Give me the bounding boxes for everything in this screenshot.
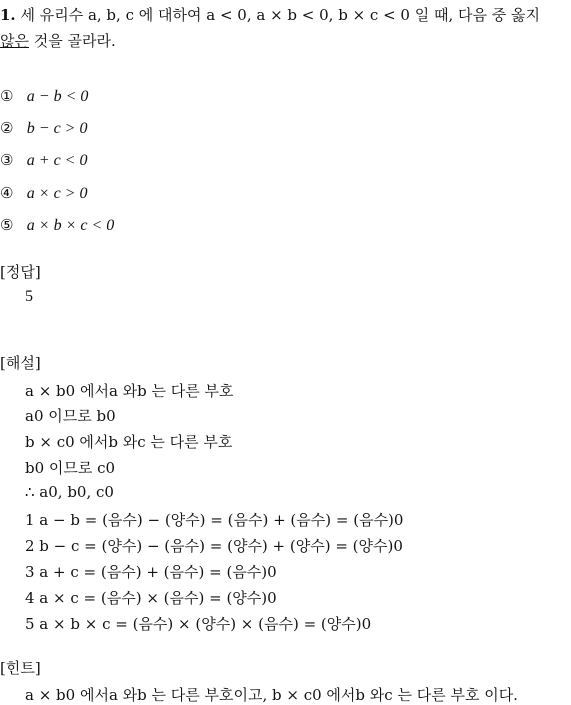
option-expression: a + c < 0 — [26, 152, 88, 169]
explanation-heading: [해설] — [0, 354, 41, 372]
explanation-line: 1 a − b = (음수) − (양수) = (음수) + (음수) = (음수)0 — [25, 511, 404, 529]
option-marker: ⑤ — [0, 216, 14, 234]
question-text-rest: 것을 골라라. — [28, 32, 116, 50]
explanation-line: ∴ a0, b0, c0 — [25, 483, 114, 501]
explanation-line: 3 a + c = (음수) + (음수) = (음수)0 — [25, 563, 277, 581]
option-4 — [0, 184, 87, 203]
question-emphasis: 않은 — [0, 32, 29, 50]
explanation-line: 4 a × c = (음수) × (음수) = (양수)0 — [25, 589, 277, 607]
option-marker: ④ — [0, 184, 14, 202]
explanation-line: 5 a × b × c = (음수) × (양수) × (음수) = (양수)0 — [25, 615, 372, 633]
option-marker: ② — [0, 119, 14, 137]
explanation-line: 2 b − c = (양수) − (음수) = (양수) + (양수) = (양수)0 — [25, 537, 403, 555]
option-expression: a − b < 0 — [26, 88, 89, 105]
question-line-1 — [0, 4, 540, 25]
option-5 — [0, 216, 114, 235]
hint-heading: [힌트] — [0, 659, 41, 677]
question-text: 세 유리수 a, b, c 에 대하여 a < 0, a × b < 0, b × c < 0 일 때, 다음 중 옳지 — [20, 6, 540, 24]
explanation-line: a0 이므로 b0 — [25, 407, 116, 425]
option-1 — [0, 87, 88, 106]
option-2 — [0, 119, 87, 138]
option-3 — [0, 151, 87, 170]
hint-text: a × b0 에서a 와b 는 다른 부호이고, b × c0 에서b 와c 는 다른 부호 이다. — [25, 686, 518, 704]
answer-value: 5 — [25, 288, 33, 305]
option-marker: ① — [0, 87, 14, 105]
option-expression: b − c > 0 — [26, 120, 88, 137]
explanation-line: a × b0 에서a 와b 는 다른 부호 — [25, 382, 234, 400]
explanation-line: b0 이므로 c0 — [25, 459, 116, 477]
question-line-2 — [0, 30, 116, 51]
option-expression: a × b × c < 0 — [26, 217, 115, 234]
answer-heading: [정답] — [0, 263, 41, 281]
explanation-line: b × c0 에서b 와c 는 다른 부호 — [25, 433, 233, 451]
option-expression: a × c > 0 — [26, 185, 88, 202]
question-number: 1. — [0, 6, 16, 24]
option-marker: ③ — [0, 151, 14, 169]
